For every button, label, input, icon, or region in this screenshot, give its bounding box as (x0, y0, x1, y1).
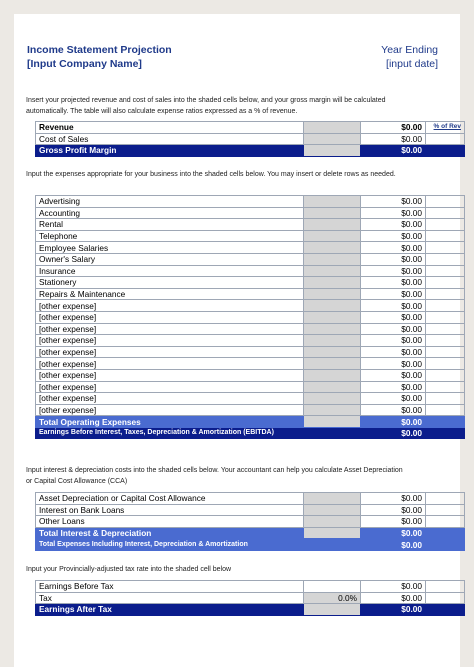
amount-cell: $0.00 (361, 504, 426, 516)
row-label: Insurance (36, 265, 304, 277)
input-cell[interactable] (304, 288, 361, 300)
row-label: Tax (36, 592, 304, 604)
row-label: Owner's Salary (36, 253, 304, 265)
header-right (381, 43, 438, 71)
row-label: Cost of Sales (36, 133, 304, 145)
pct-cell (426, 196, 465, 208)
revenue-table (35, 121, 465, 157)
table-row-total (36, 145, 465, 157)
input-cell[interactable] (304, 493, 361, 505)
row-label: Telephone (36, 230, 304, 242)
table-row (36, 393, 465, 405)
amount-cell: $0.00 (361, 369, 426, 381)
amount-cell: $0.00 (361, 300, 426, 312)
input-cell[interactable] (304, 122, 361, 134)
table-row (36, 253, 465, 265)
pct-cell (426, 581, 465, 593)
pct-cell (426, 358, 465, 370)
table-row (36, 288, 465, 300)
row-label: Employee Salaries (36, 242, 304, 254)
pct-cell (426, 393, 465, 405)
table-row (36, 277, 465, 289)
pct-cell (426, 427, 465, 439)
interest-table (35, 492, 465, 551)
amount-cell: $0.00 (361, 427, 426, 439)
row-label: Total Operating Expenses (36, 416, 304, 428)
row-label: [other expense] (36, 323, 304, 335)
intro-expenses: Input the expenses appropriate for your business into the shaded cells below. You may insert or delete rows as needed. (26, 171, 396, 178)
amount-cell: $0.00 (361, 277, 426, 289)
pct-cell (426, 230, 465, 242)
amount-cell: $0.00 (361, 219, 426, 231)
input-cell[interactable] (304, 393, 361, 405)
pct-cell (426, 416, 465, 428)
amount-cell: $0.00 (361, 381, 426, 393)
row-label: Accounting (36, 207, 304, 219)
input-cell[interactable] (304, 230, 361, 242)
pct-cell (426, 145, 465, 157)
pct-cell (426, 323, 465, 335)
input-cell[interactable] (304, 242, 361, 254)
company-name-field[interactable]: [Input Company Name] (27, 58, 142, 70)
tax-rate-input[interactable]: 0.0% (304, 592, 361, 604)
input-cell[interactable] (304, 381, 361, 393)
amount-cell: $0.00 (361, 527, 426, 539)
input-cell[interactable] (304, 358, 361, 370)
row-label: Stationery (36, 277, 304, 289)
total-spacer-cell (304, 527, 361, 539)
amount-cell: $0.00 (361, 196, 426, 208)
row-label: Rental (36, 219, 304, 231)
row-label: Interest on Bank Loans (36, 504, 304, 516)
input-cell[interactable] (304, 207, 361, 219)
date-field[interactable]: [input date] (386, 58, 438, 70)
pct-cell (426, 592, 465, 604)
amount-cell: $0.00 (361, 335, 426, 347)
row-label: Earnings Before Tax (36, 581, 304, 593)
amount-cell: $0.00 (361, 539, 426, 551)
row-label: Repairs & Maintenance (36, 288, 304, 300)
row-label: Revenue (36, 122, 304, 134)
amount-cell: $0.00 (361, 133, 426, 145)
input-cell[interactable] (304, 369, 361, 381)
tax-table (35, 580, 465, 616)
row-label: Total Interest & Depreciation (36, 527, 304, 539)
pct-cell (426, 242, 465, 254)
row-label: Asset Depreciation or Capital Cost Allowance (36, 493, 304, 505)
amount-cell: $0.00 (361, 516, 426, 528)
table-row (36, 592, 465, 604)
row-label: [other expense] (36, 404, 304, 416)
input-cell[interactable] (304, 265, 361, 277)
input-cell[interactable] (304, 196, 361, 208)
intro-interest: Input interest & depreciation costs into the shaded cells below. Your accountant can help you calculate Asset Depreciation or Capital Cost Allowance (CCA) (26, 467, 403, 485)
table-row (36, 242, 465, 254)
input-cell[interactable] (304, 219, 361, 231)
amount-cell: $0.00 (361, 604, 426, 616)
amount-cell: $0.00 (361, 242, 426, 254)
input-cell[interactable] (304, 335, 361, 347)
row-label: [other expense] (36, 311, 304, 323)
table-row (36, 404, 465, 416)
amount-cell: $0.00 (361, 404, 426, 416)
table-row (36, 493, 465, 505)
amount-cell: $0.00 (361, 265, 426, 277)
table-row (36, 323, 465, 335)
row-label: Earnings Before Interest, Taxes, Depreciation & Amortization (EBITDA) (36, 427, 361, 439)
pct-cell (426, 288, 465, 300)
table-row-total (36, 416, 465, 428)
input-cell[interactable] (304, 404, 361, 416)
table-row (36, 516, 465, 528)
amount-cell: $0.00 (361, 145, 426, 157)
table-row (36, 311, 465, 323)
table-row-ebitda (36, 427, 465, 439)
pct-cell (426, 493, 465, 505)
table-row (36, 230, 465, 242)
row-label: [other expense] (36, 393, 304, 405)
table-row (36, 381, 465, 393)
input-cell[interactable] (304, 277, 361, 289)
amount-cell: $0.00 (361, 416, 426, 428)
pct-cell (426, 516, 465, 528)
row-label: [other expense] (36, 346, 304, 358)
table-row (36, 122, 465, 134)
intro-revenue: Insert your projected revenue and cost of sales into the shaded cells below, and your gross margin will be calculated automatically. The table will also calculate expense ratios expressed as a % of revenue. (26, 97, 386, 115)
intro-tax: Input your Provincially-adjusted tax rate into the shaded cell below (26, 566, 232, 573)
amount-cell: $0.00 (361, 592, 426, 604)
row-label: [other expense] (36, 369, 304, 381)
spacer-cell (304, 581, 361, 593)
row-label: [other expense] (36, 300, 304, 312)
row-label: Other Loans (36, 516, 304, 528)
total-spacer-cell (304, 145, 361, 157)
amount-cell: $0.00 (361, 393, 426, 405)
amount-cell: $0.00 (361, 493, 426, 505)
input-cell[interactable] (304, 300, 361, 312)
table-row-total (36, 527, 465, 539)
row-label: Gross Profit Margin (36, 145, 304, 157)
amount-cell: $0.00 (361, 311, 426, 323)
table-row (36, 207, 465, 219)
pct-cell (426, 335, 465, 347)
input-cell[interactable] (304, 346, 361, 358)
pct-cell (426, 604, 465, 616)
amount-cell: $0.00 (361, 253, 426, 265)
amount-cell: $0.00 (361, 358, 426, 370)
pct-cell (426, 504, 465, 516)
row-label: Earnings After Tax (36, 604, 304, 616)
row-label: [other expense] (36, 358, 304, 370)
row-label: [other expense] (36, 381, 304, 393)
pct-cell (426, 219, 465, 231)
header-left (27, 43, 172, 71)
table-row (36, 265, 465, 277)
year-ending-label: Year Ending (381, 44, 438, 56)
table-row-total-expenses (36, 539, 465, 551)
pct-cell (426, 369, 465, 381)
table-row (36, 219, 465, 231)
table-row (36, 335, 465, 347)
pct-cell (426, 539, 465, 551)
input-cell[interactable] (304, 516, 361, 528)
row-label: Advertising (36, 196, 304, 208)
table-row (36, 581, 465, 593)
amount-cell: $0.00 (361, 122, 426, 134)
pct-cell (426, 265, 465, 277)
table-row (36, 133, 465, 145)
amount-cell: $0.00 (361, 581, 426, 593)
table-row (36, 358, 465, 370)
pct-cell (426, 253, 465, 265)
pct-cell (426, 527, 465, 539)
input-cell[interactable] (304, 504, 361, 516)
pct-cell (426, 133, 465, 145)
pct-of-rev-link[interactable]: % of Rev (426, 122, 465, 134)
pct-cell (426, 277, 465, 289)
expenses-table (35, 195, 465, 439)
input-cell[interactable] (304, 133, 361, 145)
statement-title: Income Statement Projection (27, 44, 172, 56)
pct-cell (426, 381, 465, 393)
total-spacer-cell (304, 416, 361, 428)
amount-cell: $0.00 (361, 323, 426, 335)
amount-cell: $0.00 (361, 288, 426, 300)
table-row (36, 369, 465, 381)
amount-cell: $0.00 (361, 230, 426, 242)
table-row (36, 504, 465, 516)
pct-cell (426, 300, 465, 312)
amount-cell: $0.00 (361, 207, 426, 219)
pct-cell (426, 346, 465, 358)
row-label: [other expense] (36, 335, 304, 347)
table-row (36, 300, 465, 312)
total-spacer-cell (304, 604, 361, 616)
table-row (36, 196, 465, 208)
input-cell[interactable] (304, 311, 361, 323)
input-cell[interactable] (304, 253, 361, 265)
amount-cell: $0.00 (361, 346, 426, 358)
row-label: Total Expenses Including Interest, Depreciation & Amortization (36, 539, 361, 551)
table-row (36, 346, 465, 358)
input-cell[interactable] (304, 323, 361, 335)
pct-cell (426, 207, 465, 219)
pct-cell (426, 311, 465, 323)
table-row-total (36, 604, 465, 616)
pct-cell (426, 404, 465, 416)
